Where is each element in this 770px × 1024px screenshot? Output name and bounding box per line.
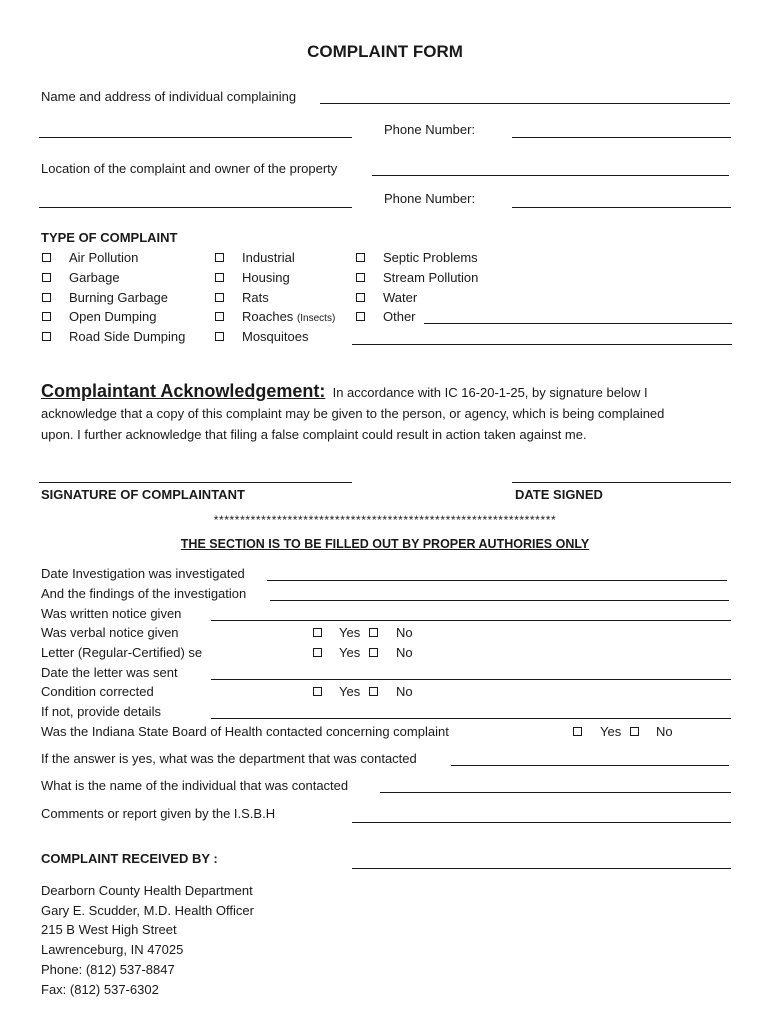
isbh-no-checkbox[interactable] — [630, 727, 639, 736]
name-address-field-line2[interactable] — [39, 137, 352, 138]
isbh-yes-checkbox[interactable] — [573, 727, 582, 736]
option-road-side-dumping: Road Side Dumping — [69, 329, 186, 344]
other-field-line2[interactable] — [352, 344, 732, 345]
address-line-6: Fax: (812) 537-6302 — [41, 982, 159, 997]
other-field[interactable] — [424, 323, 732, 324]
ack-heading: Complaintant Acknowledgement: — [41, 381, 326, 401]
location-field[interactable] — [372, 175, 729, 176]
individual-field[interactable] — [380, 792, 731, 793]
isbh-label: Was the Indiana State Board of Health contacted concerning complaint — [41, 724, 449, 739]
option-housing: Housing — [242, 270, 290, 285]
checkbox-roaches[interactable] — [215, 312, 224, 321]
location-field-line2[interactable] — [39, 207, 352, 208]
authorities-heading: THE SECTION IS TO BE FILLED OUT BY PROPER AUTHORIES ONLY — [180, 537, 590, 551]
verbal-yes-checkbox[interactable] — [313, 628, 322, 637]
letter-yes-checkbox[interactable] — [313, 648, 322, 657]
if-not-field[interactable] — [211, 718, 731, 719]
checkbox-burning-garbage[interactable] — [42, 293, 51, 302]
checkbox-housing[interactable] — [215, 273, 224, 282]
received-by-field[interactable] — [352, 868, 731, 869]
condition-label: Condition corrected — [41, 684, 154, 699]
name-address-field[interactable] — [320, 103, 730, 104]
letter-date-label: Date the letter was sent — [41, 665, 178, 680]
option-garbage: Garbage — [69, 270, 120, 285]
verbal-no-label: No — [396, 625, 413, 640]
phone-field-2[interactable] — [512, 207, 731, 208]
findings-label: And the findings of the investigation — [41, 586, 247, 601]
condition-yes-checkbox[interactable] — [313, 687, 322, 696]
findings-field[interactable] — [270, 600, 729, 601]
phone-field-1[interactable] — [512, 137, 731, 138]
option-stream-pollution: Stream Pollution — [383, 270, 479, 285]
date-signed-label: DATE SIGNED — [515, 487, 603, 502]
checkbox-open-dumping[interactable] — [42, 312, 51, 321]
ack-text-1: In accordance with IC 16-20-1-25, by signature below I — [332, 385, 648, 400]
option-other: Other — [383, 309, 416, 324]
ack-first-line — [41, 381, 648, 403]
if-not-label: If not, provide details — [41, 704, 161, 719]
ack-text-3: upon. I further acknowledge that filing a false complaint could result in action taken against me. — [41, 427, 587, 442]
option-open-dumping: Open Dumping — [69, 309, 157, 324]
checkbox-rats[interactable] — [215, 293, 224, 302]
date-investigated-field[interactable] — [267, 580, 727, 581]
roaches-note: (Insects) — [296, 313, 336, 324]
address-line-4: Lawrenceburg, IN 47025 — [41, 942, 184, 957]
ack-text-2: acknowledge that a copy of this complaint may be given to the person, or agency, which is being complained — [41, 406, 665, 421]
letter-no-checkbox[interactable] — [369, 648, 378, 657]
letter-no-label: No — [396, 645, 413, 660]
option-industrial: Industrial — [242, 250, 295, 265]
condition-no-checkbox[interactable] — [369, 687, 378, 696]
written-notice-field[interactable] — [211, 620, 731, 621]
date-signed-field[interactable] — [512, 482, 731, 483]
received-by-label: COMPLAINT RECEIVED BY : — [41, 851, 218, 866]
comments-label: Comments or report given by the I.S.B.H — [41, 806, 276, 821]
phone-label-2: Phone Number: — [384, 191, 476, 206]
option-roaches — [242, 309, 335, 327]
isbh-yes-label: Yes — [600, 724, 622, 739]
date-investigated-label: Date Investigation was investigated — [41, 566, 245, 581]
checkbox-garbage[interactable] — [42, 273, 51, 282]
location-label: Location of the complaint and owner of the property — [41, 161, 338, 176]
complaint-type-heading: TYPE OF COMPLAINT — [41, 230, 178, 245]
checkbox-water[interactable] — [356, 293, 365, 302]
address-line-5: Phone: (812) 537-8847 — [41, 962, 175, 977]
isbh-no-label: No — [656, 724, 673, 739]
letter-label: Letter (Regular-Certified) se — [41, 645, 203, 660]
form-title: COMPLAINT FORM — [307, 42, 463, 61]
option-rats: Rats — [242, 290, 269, 305]
department-label: If the answer is yes, what was the department that was contacted — [41, 751, 417, 766]
name-address-label: Name and address of individual complaining — [41, 89, 297, 104]
condition-no-label: No — [396, 684, 413, 699]
address-line-2: Gary E. Scudder, M.D. Health Officer — [41, 903, 254, 918]
signature-field[interactable] — [39, 482, 352, 483]
separator: ***************************************************************** — [213, 513, 557, 527]
department-field[interactable] — [451, 765, 729, 766]
checkbox-mosquitoes[interactable] — [215, 332, 224, 341]
checkbox-stream-pollution[interactable] — [356, 273, 365, 282]
address-line-3: 215 B West High Street — [41, 922, 177, 937]
verbal-yes-label: Yes — [339, 625, 361, 640]
letter-date-field[interactable] — [211, 679, 731, 680]
checkbox-air-pollution[interactable] — [42, 253, 51, 262]
option-roaches-label: Roaches — [242, 309, 294, 324]
checkbox-industrial[interactable] — [215, 253, 224, 262]
checkbox-other[interactable] — [356, 312, 365, 321]
checkbox-road-side-dumping[interactable] — [42, 332, 51, 341]
letter-yes-label: Yes — [339, 645, 361, 660]
option-burning-garbage: Burning Garbage — [69, 290, 169, 305]
written-notice-label: Was written notice given — [41, 606, 182, 621]
condition-yes-label: Yes — [339, 684, 361, 699]
individual-label: What is the name of the individual that was contacted — [41, 778, 349, 793]
comments-field[interactable] — [352, 822, 731, 823]
checkbox-septic-problems[interactable] — [356, 253, 365, 262]
phone-label-1: Phone Number: — [384, 122, 476, 137]
signature-label: SIGNATURE OF COMPLAINTANT — [41, 487, 245, 502]
verbal-no-checkbox[interactable] — [369, 628, 378, 637]
verbal-notice-label: Was verbal notice given — [41, 625, 179, 640]
option-water: Water — [383, 290, 418, 305]
option-septic-problems: Septic Problems — [383, 250, 478, 265]
address-line-1: Dearborn County Health Department — [41, 883, 253, 898]
option-mosquitoes: Mosquitoes — [242, 329, 309, 344]
option-air-pollution: Air Pollution — [69, 250, 139, 265]
